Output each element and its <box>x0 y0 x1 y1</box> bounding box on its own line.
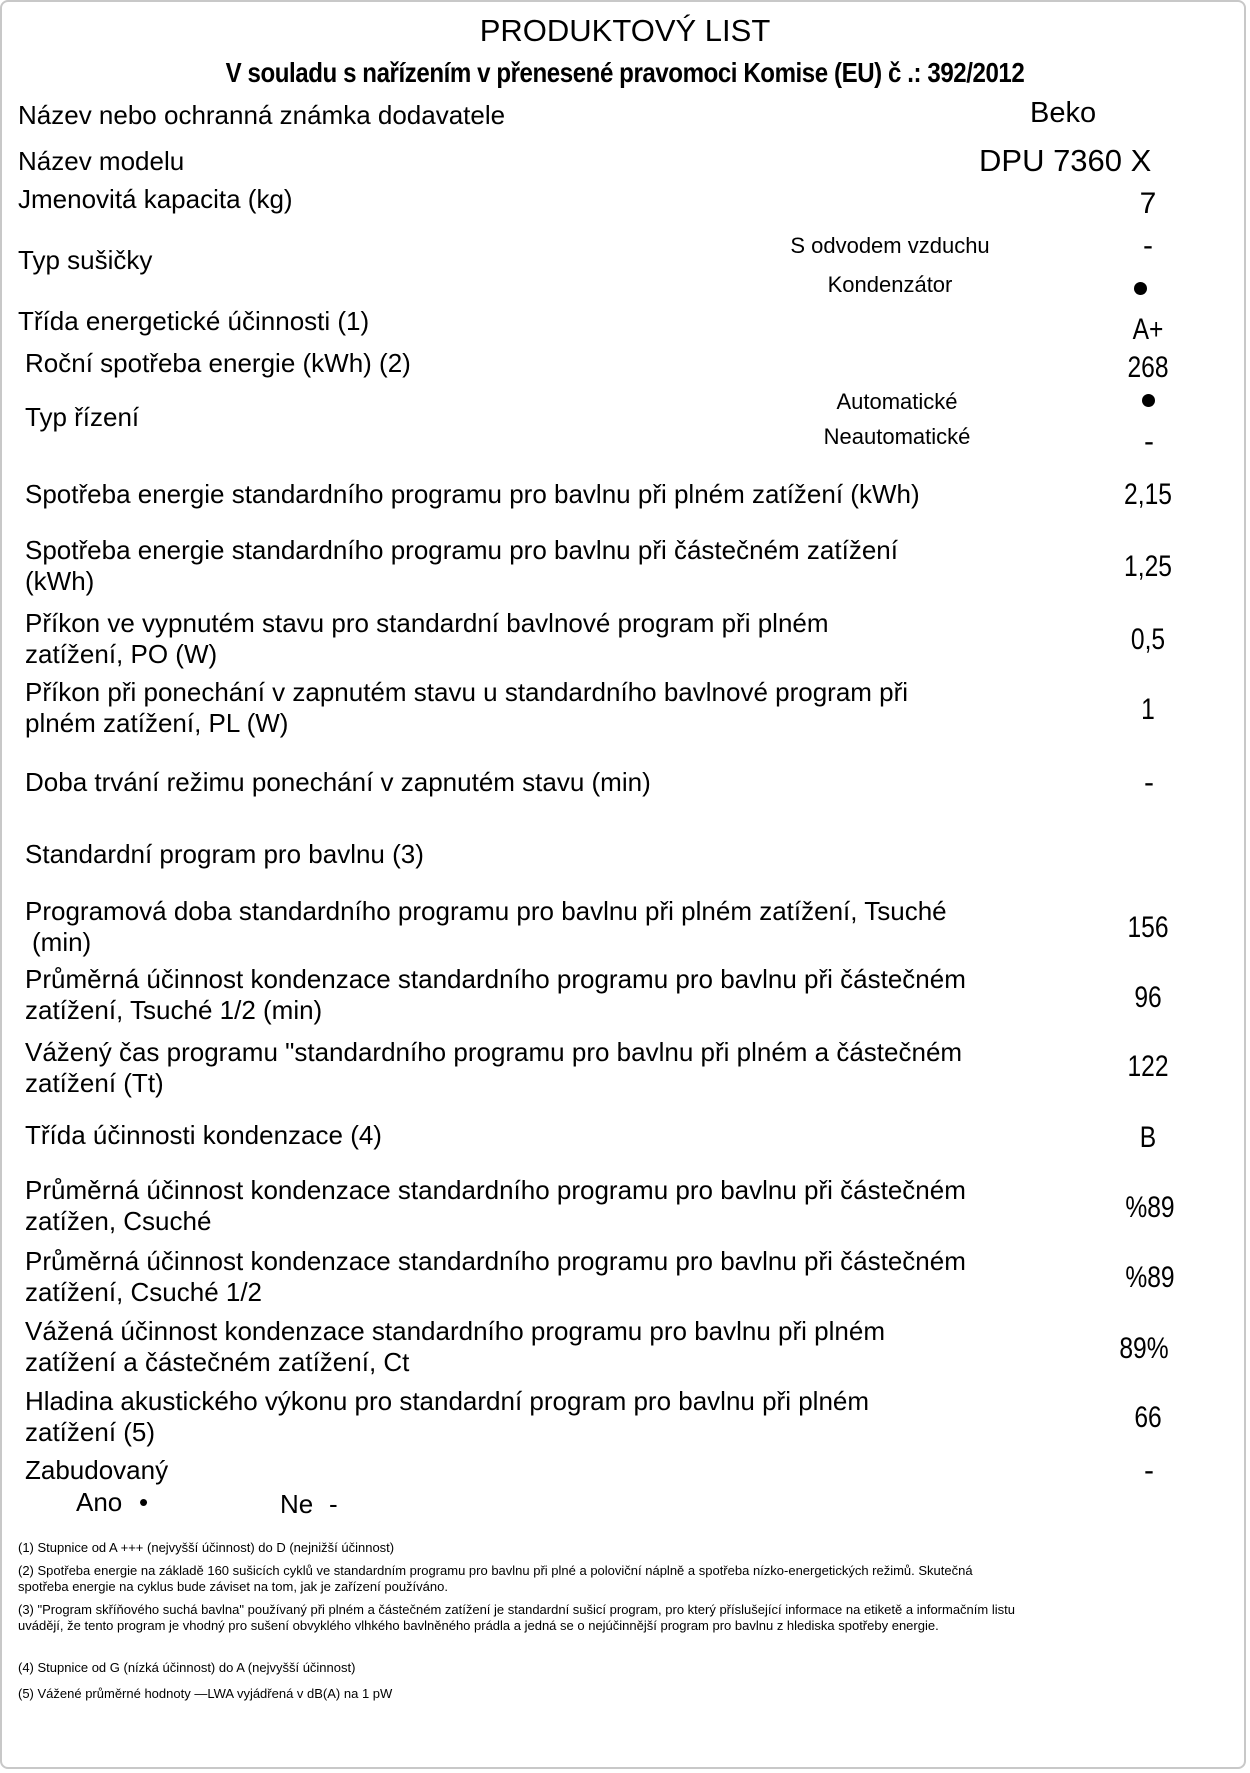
automatic-selected-dot <box>1142 394 1155 407</box>
condensation-partial-time-label: Průměrná účinnost kondenzace standardního programu pro bavlnu při částečném zatížení, Tsuché 1/2 (min) <box>25 964 966 1025</box>
capacity-value: 7 <box>1139 187 1157 220</box>
footnote-2: (2) Spotřeba energie na základě 160 sušicích cyklů ve standardním programu pro bavlnu při plné a poloviční náplně a spotřeba nízko-energetických režimů. Skutečná spotřeba energie na cyklus bude záviset na tom, jak je zařízení používáno. <box>18 1563 973 1594</box>
footnote-4: (4) Stupnice od G (nízká účinnost) do A (nejvyšší účinnost) <box>18 1660 356 1675</box>
built-in-yes-label: Ano <box>76 1487 123 1517</box>
energy-class-value: A+ <box>1132 313 1164 346</box>
condensation-half-label: Průměrná účinnost kondenzace standardního programu pro bavlnu při částečném zatížení, Csuché 1/2 <box>25 1246 966 1307</box>
weighted-condensation-value: 89% <box>1119 1332 1169 1365</box>
energy-class-label: Třída energetické účinnosti (1) <box>18 306 370 336</box>
nonautomatic-value: - <box>1144 425 1154 458</box>
supplier-value: Beko <box>1030 97 1097 129</box>
power-off-label: Příkon ve vypnutém stavu pro standardní bavlnové program při plném zatížení, PO (W) <box>25 608 829 669</box>
power-left-on-label: Příkon při ponechání v zapnutém stavu u standardního bavlnové program při plném zatížení, PL (W) <box>25 677 909 738</box>
built-in-label: Zabudovaný <box>25 1455 169 1485</box>
condenser-selected-dot <box>1134 282 1147 295</box>
condensation-full-label: Průměrná účinnost kondenzace standardního programu pro bavlnu při částečném zatížen, Csuché <box>25 1175 966 1236</box>
vented-value: - <box>1143 229 1153 262</box>
annual-energy-label: Roční spotřeba energie (kWh) (2) <box>25 348 411 378</box>
program-time-full-unit: (min) <box>32 927 92 957</box>
energy-partial-label: Spotřeba energie standardního programu pro bavlnu při částečném zatížení (kWh) <box>25 535 898 596</box>
weighted-condensation-label: Vážená účinnost kondenzace standardního programu pro bavlnu při plném zatížení a částečném zatížení, Ct <box>25 1316 885 1377</box>
built-in-yes-mark: • <box>139 1487 149 1517</box>
condensation-partial-time-value: 96 <box>1134 981 1162 1014</box>
capacity-label: Jmenovitá kapacita (kg) <box>18 184 293 214</box>
model-value: DPU 7360 X <box>979 143 1152 178</box>
supplier-label: Název nebo ochranná známka dodavatele <box>18 100 506 130</box>
standard-program-label: Standardní program pro bavlnu (3) <box>25 839 424 869</box>
built-in-value: - <box>1144 1454 1154 1487</box>
condensation-class-value: B <box>1139 1121 1157 1154</box>
condensation-full-value: %89 <box>1125 1191 1175 1224</box>
page-title: PRODUKTOVÝ LIST <box>479 13 771 48</box>
program-time-full-label: Programová doba standardního programu pro bavlnu při plném zatížení, Tsuché <box>25 896 947 926</box>
energy-full-label: Spotřeba energie standardního programu pro bavlnu při plném zatížení (kWh) <box>25 479 920 509</box>
vented-option: S odvodem vzduchu <box>790 233 990 258</box>
dryer-type-label: Typ sušičky <box>18 245 153 275</box>
power-off-value: 0,5 <box>1130 623 1166 656</box>
weighted-time-value: 122 <box>1127 1050 1169 1083</box>
power-left-on-value: 1 <box>1141 693 1155 726</box>
left-on-duration-label: Doba trvání režimu ponechání v zapnutém stavu (min) <box>25 767 651 797</box>
footnote-5: (5) Vážené průměrné hodnoty —LWA vyjádřená v dB(A) na 1 pW <box>18 1686 393 1701</box>
automatic-option: Automatické <box>836 389 958 414</box>
noise-label: Hladina akustického výkonu pro standardní program pro bavlnu při plném zatížení (5) <box>25 1386 870 1447</box>
condenser-option: Kondenzátor <box>827 272 953 297</box>
built-in-no-label: Ne <box>280 1489 314 1519</box>
weighted-time-label: Vážený čas programu "standardního programu pro bavlnu při plném a částečném zatížení (Tt) <box>25 1037 963 1098</box>
nonautomatic-option: Neautomatické <box>823 424 971 449</box>
footnote-1: (1) Stupnice od A +++ (nejvyšší účinnost) do D (nejnižší účinnost) <box>18 1540 395 1555</box>
left-on-duration-value: - <box>1144 766 1154 799</box>
control-type-label: Typ řízení <box>25 402 140 432</box>
energy-partial-value: 1,25 <box>1124 550 1172 583</box>
model-label: Název modelu <box>18 146 185 176</box>
annual-energy-value: 268 <box>1127 351 1169 384</box>
built-in-no-mark: - <box>329 1489 338 1519</box>
footnote-3: (3) "Program skříňového suchá bavlna" používaný při plném a částečném zatížení je standardní sušicí program, pro který příslušející informace na etiketě a informačním listu uvádějí, že tento program je vhodný pro sušení obvyklého vlhkého bavlněného prádla a jedná se o nejúčinnější program pro bavlnu z hlediska spotřeby energie. <box>18 1602 1015 1633</box>
program-time-full-value: 156 <box>1127 911 1169 944</box>
condensation-half-value: %89 <box>1125 1261 1175 1294</box>
energy-full-value: 2,15 <box>1124 478 1172 511</box>
regulation-subtitle: V souladu s nařízením v přenesené pravomoci Komise (EU) č .: 392/2012 <box>225 57 1025 88</box>
condensation-class-label: Třída účinnosti kondenzace (4) <box>25 1120 382 1150</box>
noise-value: 66 <box>1134 1401 1162 1434</box>
